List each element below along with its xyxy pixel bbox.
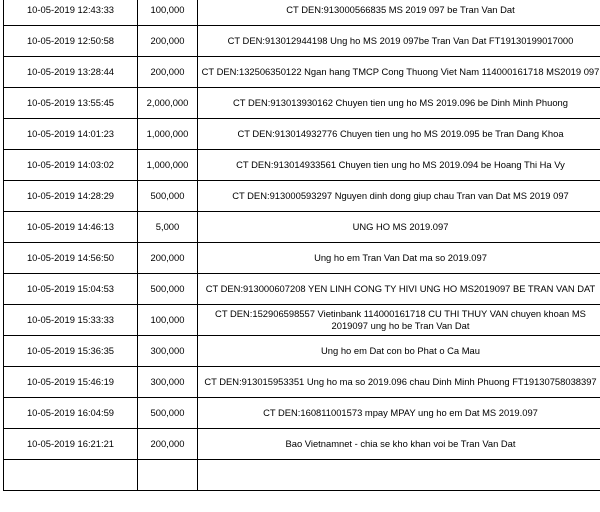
- description-cell: UNG HO MS 2019.097: [198, 212, 600, 243]
- amount-cell: 200,000: [138, 243, 198, 274]
- description-cell: [198, 460, 600, 491]
- table-row: [4, 88, 600, 119]
- table-row: [4, 26, 600, 57]
- date-cell: 10-05-2019 16:04:59: [4, 398, 138, 429]
- date-cell: 10-05-2019 15:33:33: [4, 305, 138, 336]
- description-cell: CT DEN:913000566835 MS 2019 097 be Tran Van Dat: [198, 0, 600, 26]
- description-cell: Bao Vietnamnet - chia se kho khan voi be Tran Van Dat: [198, 429, 600, 460]
- amount-cell: 200,000: [138, 57, 198, 88]
- description-cell: CT DEN:913012944198 Ung ho MS 2019 097be Tran Van Dat FT19130199017000: [198, 26, 600, 57]
- date-cell: 10-05-2019 14:01:23: [4, 119, 138, 150]
- table-row: [4, 367, 600, 398]
- amount-cell: 300,000: [138, 367, 198, 398]
- amount-cell: 200,000: [138, 429, 198, 460]
- description-cell: CT DEN:152906598557 Vietinbank 114000161718 CU THI THUY VAN chuyen khoan MS 2019097 ung ho be Tran Van Dat: [198, 305, 600, 336]
- amount-cell: 500,000: [138, 274, 198, 305]
- description-cell: CT DEN:913000593297 Nguyen dinh dong giup chau Tran van Dat MS 2019 097: [198, 181, 600, 212]
- amount-cell: 100,000: [138, 305, 198, 336]
- date-cell: 10-05-2019 12:43:33: [4, 0, 138, 26]
- amount-cell: 1,000,000: [138, 119, 198, 150]
- table-row: [4, 305, 600, 336]
- amount-cell: [138, 460, 198, 491]
- table-row: [4, 212, 600, 243]
- date-cell: 10-05-2019 13:28:44: [4, 57, 138, 88]
- donation-table: [3, 0, 600, 491]
- table-row: [4, 243, 600, 274]
- date-cell: 10-05-2019 16:21:21: [4, 429, 138, 460]
- amount-cell: 1,000,000: [138, 150, 198, 181]
- date-cell: 10-05-2019 14:28:29: [4, 181, 138, 212]
- description-cell: CT DEN:913014933561 Chuyen tien ung ho MS 2019.094 be Hoang Thi Ha Vy: [198, 150, 600, 181]
- table-row: [4, 181, 600, 212]
- date-cell: 10-05-2019 14:46:13: [4, 212, 138, 243]
- date-cell: 10-05-2019 14:03:02: [4, 150, 138, 181]
- description-cell: Ung ho em Dat con bo Phat o Ca Mau: [198, 336, 600, 367]
- amount-cell: 5,000: [138, 212, 198, 243]
- date-cell: 10-05-2019 13:55:45: [4, 88, 138, 119]
- table-body: [4, 0, 600, 460]
- date-cell: 10-05-2019 15:36:35: [4, 336, 138, 367]
- amount-cell: 500,000: [138, 181, 198, 212]
- description-cell: CT DEN:913013930162 Chuyen tien ung ho MS 2019.096 be Dinh Minh Phuong: [198, 88, 600, 119]
- table-row: [4, 398, 600, 429]
- table-row: [4, 0, 600, 26]
- date-cell: 10-05-2019 15:04:53: [4, 274, 138, 305]
- description-cell: CT DEN:913000607208 YEN LINH CONG TY HIVI UNG HO MS2019097 BE TRAN VAN DAT: [198, 274, 600, 305]
- amount-cell: 100,000: [138, 0, 198, 26]
- table-row-partial: [4, 460, 600, 491]
- description-cell: CT DEN:160811001573 mpay MPAY ung ho em Dat MS 2019.097: [198, 398, 600, 429]
- description-cell: CT DEN:913015953351 Ung ho ma so 2019.096 chau Dinh Minh Phuong FT19130758038397: [198, 367, 600, 398]
- date-cell: 10-05-2019 15:46:19: [4, 367, 138, 398]
- date-cell: 10-05-2019 12:50:58: [4, 26, 138, 57]
- amount-cell: 300,000: [138, 336, 198, 367]
- table-row: [4, 336, 600, 367]
- description-cell: CT DEN:132506350122 Ngan hang TMCP Cong Thuong Viet Nam 114000161718 MS2019 097: [198, 57, 600, 88]
- amount-cell: 2,000,000: [138, 88, 198, 119]
- description-cell: Ung ho em Tran Van Dat ma so 2019.097: [198, 243, 600, 274]
- date-cell: [4, 460, 138, 491]
- amount-cell: 500,000: [138, 398, 198, 429]
- table-row: [4, 274, 600, 305]
- table-row: [4, 150, 600, 181]
- date-cell: 10-05-2019 14:56:50: [4, 243, 138, 274]
- table-row: [4, 57, 600, 88]
- amount-cell: 200,000: [138, 26, 198, 57]
- table-row: [4, 119, 600, 150]
- description-cell: CT DEN:913014932776 Chuyen tien ung ho MS 2019.095 be Tran Dang Khoa: [198, 119, 600, 150]
- table-row: [4, 429, 600, 460]
